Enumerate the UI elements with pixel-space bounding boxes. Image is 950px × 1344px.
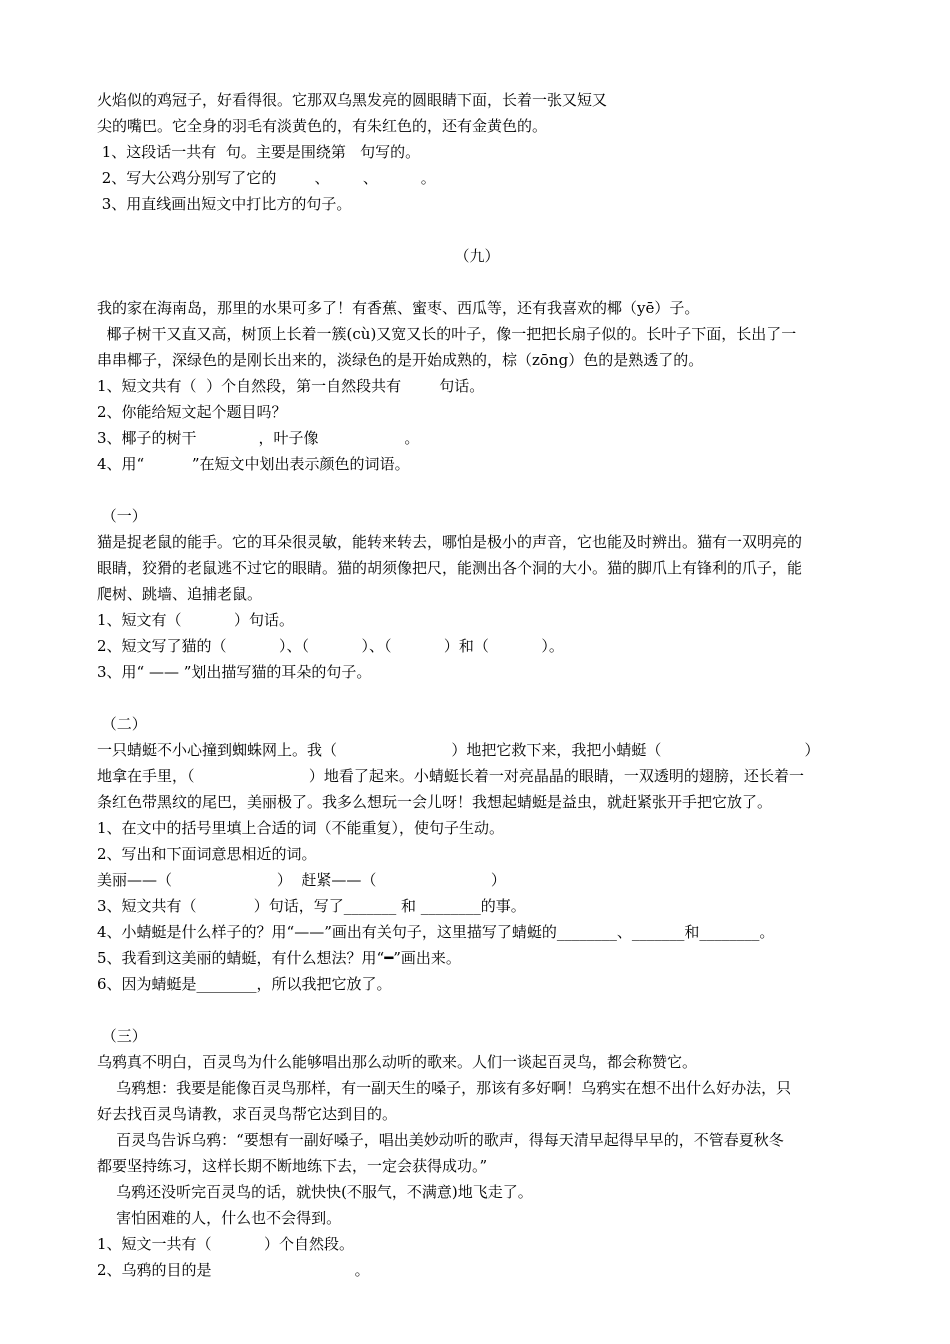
question-4: 4、小蜻蜓是什么样子的？用“——”画出有关句子，这里描写了蜻蜓的________、_______和________。 bbox=[97, 923, 775, 941]
question-3: 3、椰子的树干 ，叶子像 。 bbox=[97, 429, 420, 447]
question-2: 2、短文写了猫的（ ）、（ ）、（ ）和（ ）。 bbox=[97, 637, 564, 655]
question-1: 1、在文中的括号里填上合适的词（不能重复），使句子生动。 bbox=[97, 819, 505, 837]
paragraph-line: 地拿在手里，（ ）地看了起来。小蜻蜓长着一对亮晶晶的眼睛，一双透明的翅膀，还长着一 bbox=[97, 767, 804, 785]
question-1: 1、短文有（ ）句话。 bbox=[97, 611, 294, 629]
paragraph-line: 乌鸦想：我要是能像百灵鸟那样，有一副天生的嗓子，那该有多好啊！乌鸦实在想不出什么好办法，只 bbox=[97, 1079, 792, 1097]
section-9-heading: （九） bbox=[454, 247, 500, 265]
question-6: 6、因为蜻蜓是________，所以我把它放了。 bbox=[97, 975, 392, 993]
section-2-heading: （二） bbox=[97, 715, 147, 733]
paragraph-line: 乌鸦还没听完百灵鸟的话，就快快(不服气，不满意)地飞走了。 bbox=[97, 1183, 533, 1201]
paragraph-line: 爬树、跳墙、追捕老鼠。 bbox=[97, 585, 263, 603]
paragraph-line: 火焰似的鸡冠子，好看得很。它那双乌黑发亮的圆眼睛下面，长着一张又短又 bbox=[97, 91, 608, 109]
section-3-heading: （三） bbox=[97, 1027, 147, 1045]
question-2: 2、你能给短文起个题目吗？ bbox=[97, 403, 287, 421]
section-1-heading: （一） bbox=[97, 507, 147, 525]
section-9 bbox=[97, 295, 857, 477]
paragraph-line: 害怕困难的人，什么也不会得到。 bbox=[97, 1209, 342, 1227]
question-1: 1、短文共有（ ）个自然段，第一自然段共有 句话。 bbox=[97, 377, 485, 395]
paragraph-line: 条红色带黑纹的尾巴，美丽极了。我多么想玩一会儿呀！我想起蜻蜓是益虫，就赶紧张开手把它放了。 bbox=[97, 793, 773, 811]
question-4: 4、用“ ”在短文中划出表示颜色的词语。 bbox=[97, 455, 410, 473]
question-3: 3、用“ —— ”划出描写猫的耳朵的句子。 bbox=[97, 663, 372, 681]
paragraph-line: 串串椰子，深绿色的是刚长出来的，淡绿色的是开始成熟的，棕（zōng）色的是熟透了的。 bbox=[97, 351, 704, 369]
paragraph-line: 一只蜻蜓不小心撞到蜘蛛网上。我（ ）地把它救下来，我把小蜻蜓（ ） bbox=[97, 741, 820, 759]
question-3: 3、用直线画出短文中打比方的句子。 bbox=[97, 195, 352, 213]
paragraph-line: 百灵鸟告诉乌鸦：“要想有一副好嗓子，唱出美妙动听的歌声，得每天清早起得早早的，不管春夏秋冬 bbox=[97, 1131, 784, 1149]
paragraph-line: 猫是捉老鼠的能手。它的耳朵很灵敏，能转来转去，哪怕是极小的声音，它也能及时辨出。猫有一双明亮的 bbox=[97, 533, 803, 551]
section-1 bbox=[97, 503, 857, 685]
question-1: 1、这段话一共有 句。主要是围绕第 句写的。 bbox=[97, 143, 421, 161]
paragraph-line: 眼睛，狡猾的老鼠逃不过它的眼睛。猫的胡须像把尺，能测出各个洞的大小。猫的脚爪上有锋利的爪子，能 bbox=[97, 559, 803, 577]
question-2-words: 美丽——（ ） 赶紧——（ ） bbox=[97, 871, 506, 889]
section-8 bbox=[97, 87, 857, 217]
worksheet-page bbox=[97, 87, 857, 1283]
paragraph-line: 乌鸦真不明白，百灵鸟为什么能够唱出那么动听的歌来。人们一谈起百灵鸟，都会称赞它。 bbox=[97, 1053, 698, 1071]
question-5: 5、我看到这美丽的蜻蜓，有什么想法？用“━”画出来。 bbox=[97, 949, 461, 967]
question-2: 2、写出和下面词意思相近的词。 bbox=[97, 845, 317, 863]
section-3 bbox=[97, 1023, 857, 1283]
question-2: 2、写大公鸡分别写了它的 、 、 。 bbox=[97, 169, 436, 187]
paragraph-line: 我的家在海南岛，那里的水果可多了！有香蕉、蜜枣、西瓜等，还有我喜欢的椰（yē）子。 bbox=[97, 299, 700, 317]
paragraph-line: 好去找百灵鸟请教，求百灵鸟帮它达到目的。 bbox=[97, 1105, 398, 1123]
paragraph-line: 椰子树干又直又高，树顶上长着一簇(cù)又宽又长的叶子，像一把把长扇子似的。长叶子下面，长出了一 bbox=[97, 325, 797, 343]
paragraph-line: 都要坚持练习，这样长期不断地练下去，一定会获得成功。” bbox=[97, 1157, 488, 1175]
question-3: 3、短文共有（ ）句话，写了_______ 和 ________的事。 bbox=[97, 897, 526, 915]
question-1: 1、短文一共有（ ）个自然段。 bbox=[97, 1235, 354, 1253]
question-2: 2、乌鸦的目的是 。 bbox=[97, 1261, 370, 1279]
paragraph-line: 尖的嘴巴。它全身的羽毛有淡黄色的，有朱红色的，还有金黄色的。 bbox=[97, 117, 548, 135]
section-2 bbox=[97, 711, 857, 997]
